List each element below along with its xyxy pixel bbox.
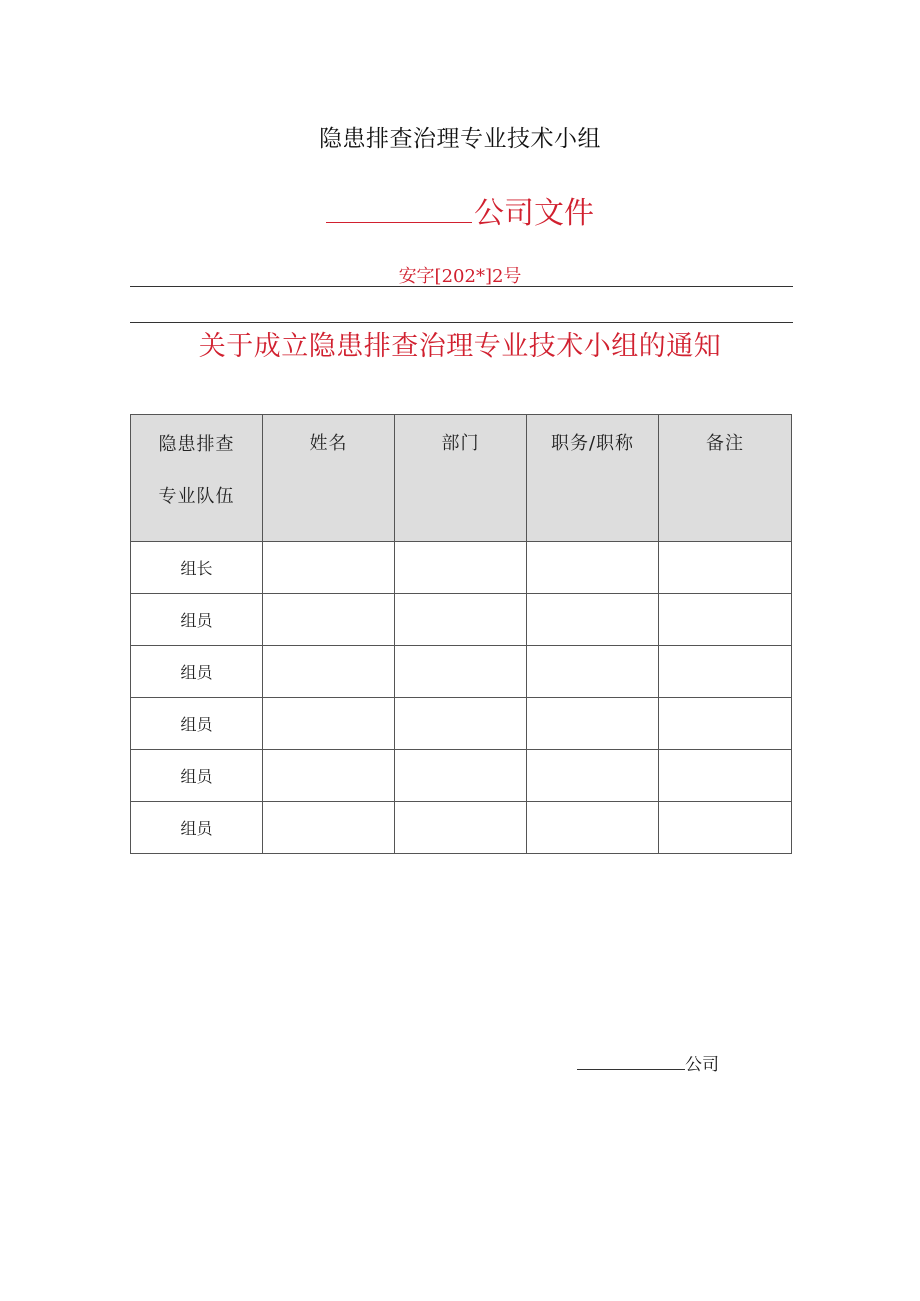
role-cell: 组员 — [131, 802, 263, 854]
department-cell — [395, 698, 527, 750]
table-row — [131, 698, 792, 750]
page-title: 隐患排查治理专业技术小组 — [319, 126, 601, 152]
header-divider-top — [130, 286, 793, 287]
table-row — [131, 802, 792, 854]
document-number: 安字[202*]2号 — [398, 266, 522, 287]
header-position: 职务/职称 — [527, 415, 659, 542]
document-header — [0, 188, 920, 232]
document-header-suffix: 公司文件 — [474, 196, 594, 231]
table-row — [131, 542, 792, 594]
remarks-cell — [659, 750, 792, 802]
position-cell — [527, 802, 659, 854]
name-cell — [263, 594, 395, 646]
header-divider-bottom — [130, 322, 793, 323]
department-cell — [395, 594, 527, 646]
role-cell: 组员 — [131, 750, 263, 802]
company-name-blank — [326, 196, 472, 223]
signature-suffix: 公司 — [685, 1055, 719, 1075]
role-cell: 组员 — [131, 594, 263, 646]
name-cell — [263, 698, 395, 750]
team-roster-table — [130, 414, 792, 854]
name-cell — [263, 542, 395, 594]
header-team-line1: 隐患排查 — [158, 434, 235, 455]
department-cell — [395, 646, 527, 698]
remarks-cell — [659, 594, 792, 646]
name-cell — [263, 802, 395, 854]
position-cell — [527, 594, 659, 646]
remarks-cell — [659, 646, 792, 698]
table-row — [131, 750, 792, 802]
table-row — [131, 594, 792, 646]
remarks-cell — [659, 698, 792, 750]
role-cell: 组员 — [131, 646, 263, 698]
name-cell — [263, 646, 395, 698]
header-team — [131, 415, 263, 542]
remarks-cell — [659, 542, 792, 594]
signature-line — [577, 1050, 719, 1075]
role-cell: 组长 — [131, 542, 263, 594]
notice-title: 关于成立隐患排查治理专业技术小组的通知 — [198, 331, 722, 362]
role-cell: 组员 — [131, 698, 263, 750]
signature-company-blank — [577, 1053, 685, 1070]
header-department: 部门 — [395, 415, 527, 542]
header-remarks: 备注 — [659, 415, 792, 542]
department-cell — [395, 802, 527, 854]
position-cell — [527, 542, 659, 594]
position-cell — [527, 750, 659, 802]
name-cell — [263, 750, 395, 802]
header-name: 姓名 — [263, 415, 395, 542]
remarks-cell — [659, 802, 792, 854]
table-row — [131, 646, 792, 698]
header-team-line2: 专业队伍 — [158, 486, 235, 507]
position-cell — [527, 698, 659, 750]
position-cell — [527, 646, 659, 698]
table-header-row — [131, 415, 792, 542]
department-cell — [395, 750, 527, 802]
department-cell — [395, 542, 527, 594]
